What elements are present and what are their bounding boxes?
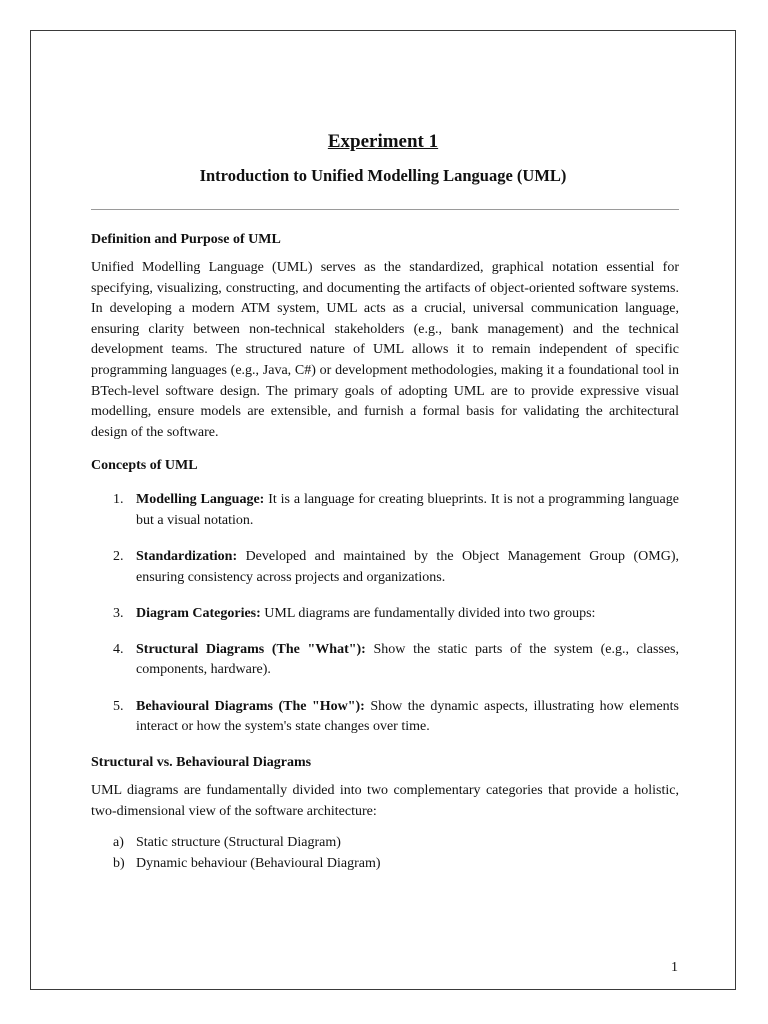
diagram-types-list: [91, 833, 679, 874]
list-item-number: 3.: [113, 605, 124, 621]
list-item-text: It is a language for creating blueprints. It is not a programming language but a visual notation.: [136, 492, 679, 528]
section-heading-definition: Definition and Purpose of UML: [91, 232, 281, 247]
list-item-text: Show the static parts of the system (e.g., classes, components, hardware).: [136, 641, 680, 678]
list-item-letter: b): [113, 855, 125, 871]
list-item-text: UML diagrams are fundamentally divided into two groups:: [260, 605, 596, 621]
horizontal-divider: [91, 209, 679, 210]
list-item-number: 1.: [113, 492, 124, 508]
document-page: [30, 30, 736, 990]
section-heading-concepts: Concepts of UML: [91, 458, 198, 474]
list-item-term: Standardization:: [136, 549, 238, 565]
document-body: [91, 230, 679, 875]
list-item-text: Dynamic behaviour (Behavioural Diagram): [136, 855, 381, 871]
list-item: [91, 604, 679, 625]
list-item-text: Show the dynamic aspects, illustrating how elements interact or how the system's state changes over time.: [136, 698, 680, 735]
list-item: [91, 854, 679, 875]
list-item-term: Behavioural Diagrams (The "How"):: [136, 698, 365, 714]
structural-paragraph: UML diagrams are fundamentally divided into two complementary categories that provide a holistic, two-dimensional view of the software architecture:: [91, 783, 679, 819]
list-item-letter: a): [113, 835, 124, 851]
page-number: 1: [671, 960, 678, 975]
list-item-number: 2.: [113, 549, 124, 565]
list-item: [91, 547, 679, 588]
list-item-text: Developed and maintained by the Object Management Group (OMG), ensuring consistency across projects and organizations.: [136, 549, 679, 585]
list-item-term: Diagram Categories:: [136, 605, 261, 621]
list-item-number: 5.: [113, 698, 124, 714]
list-item-term: Modelling Language:: [136, 492, 265, 508]
definition-paragraph: Unified Modelling Language (UML) serves as the standardized, graphical notation essential for specifying, visualizing, constructing, and documenting the artifacts of object-oriented software systems. In developing a modern ATM system, UML acts as a crucial, universal communication language, ensuring clarity between non-technical stakeholders (e.g., bank management) and the technical development teams. The structured nature of UML allows it to remain independent of specific programming languages (e.g., Java, C#) or development methodologies, making it a foundational tool in BTech-level software design. The primary goals of adopting UML are to provide expressive visual modelling, ensure models are extensible, and furnish a formal basis for validating the architectural design of the software.: [91, 260, 679, 440]
concepts-list: [91, 490, 679, 737]
list-item: [91, 697, 679, 738]
list-item-number: 4.: [113, 641, 124, 657]
list-item: [91, 490, 679, 531]
section-heading-structural: Structural vs. Behavioural Diagrams: [91, 755, 312, 771]
page-title: Experiment 1: [327, 131, 439, 152]
list-item-term: Structural Diagrams (The "What"):: [136, 641, 366, 657]
list-item: [91, 640, 679, 681]
list-item: [91, 833, 679, 854]
list-item-text: Static structure (Structural Diagram): [136, 835, 341, 851]
page-subtitle: Introduction to Unified Modelling Language (UML): [199, 166, 567, 185]
